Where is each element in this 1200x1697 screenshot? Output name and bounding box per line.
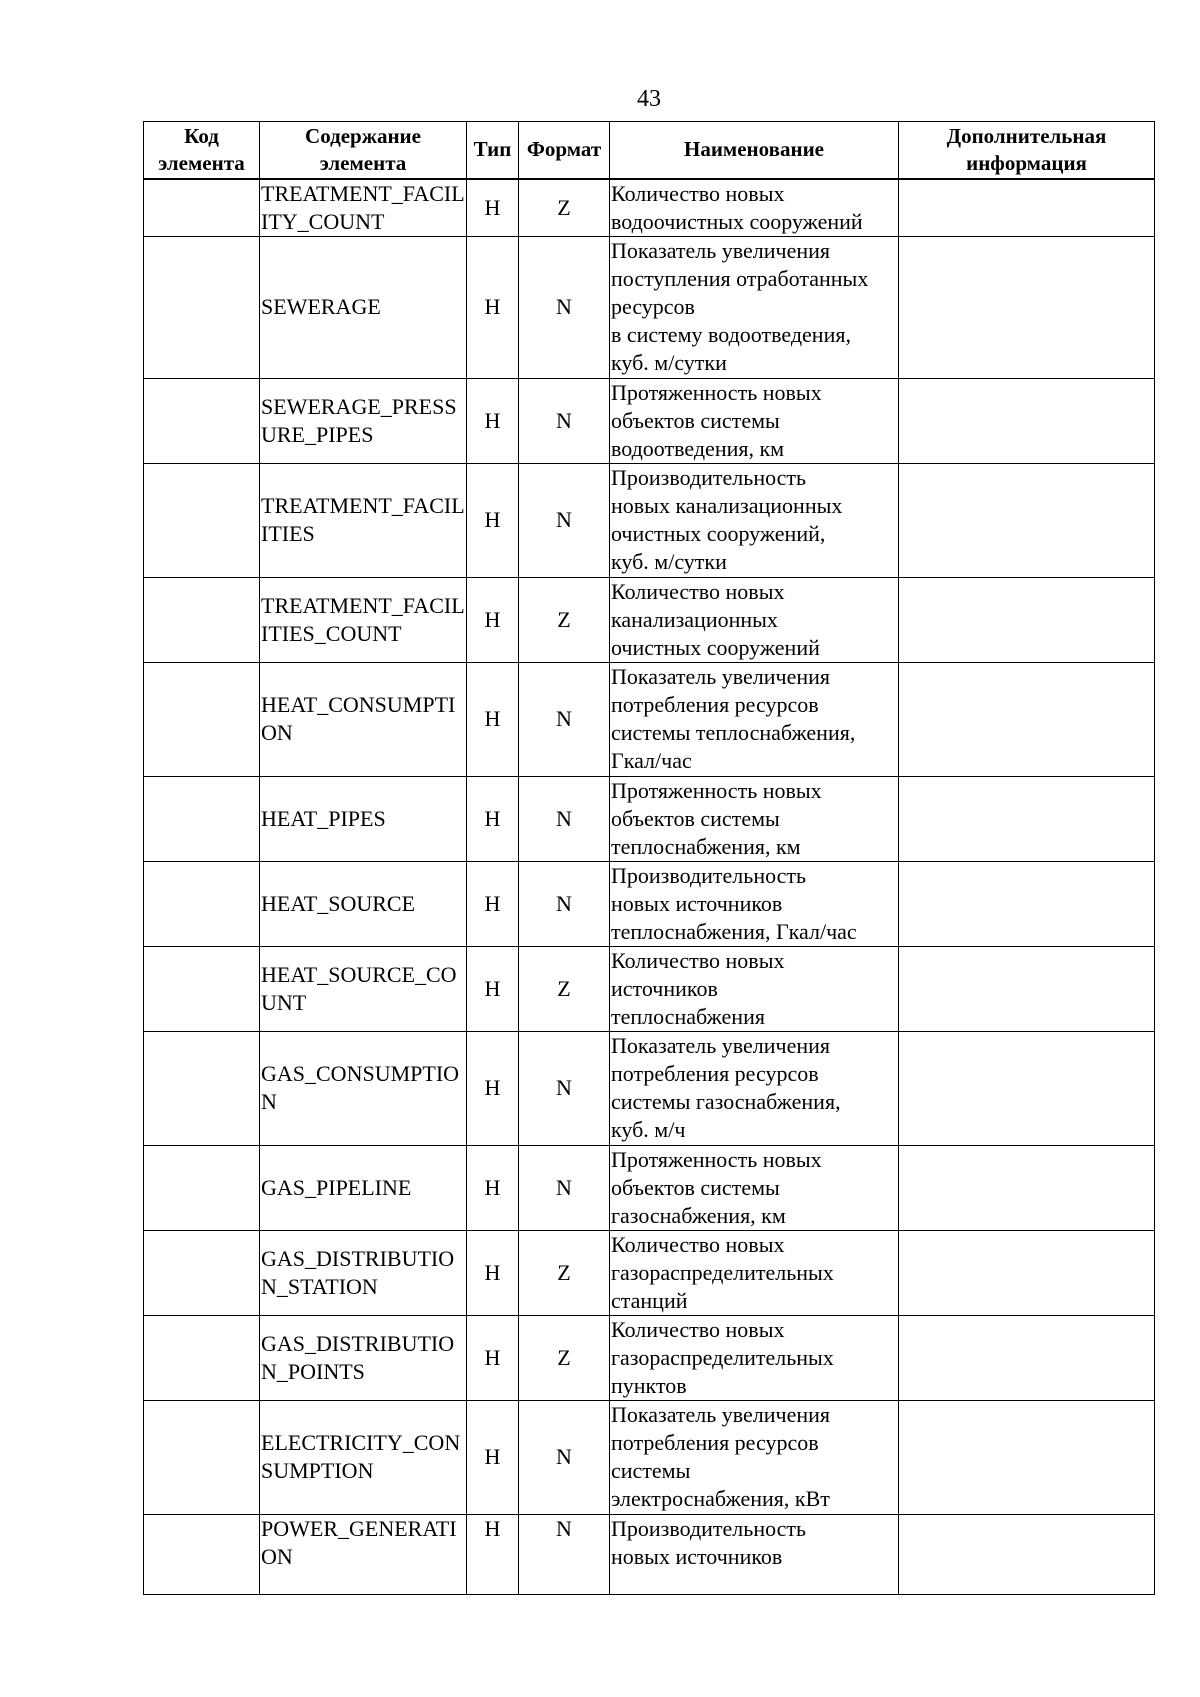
cell-extra <box>899 1145 1155 1230</box>
table-row <box>144 1031 1155 1145</box>
cell-format: N <box>519 662 610 776</box>
table-row <box>144 1400 1155 1514</box>
table-row <box>144 236 1155 378</box>
header-type: Тип <box>467 122 519 179</box>
table-row <box>144 577 1155 662</box>
cell-format: N <box>519 1400 610 1514</box>
cell-name: Показатель увеличения потребления ресурсов системы теплоснабжения, Гкал/час <box>610 662 899 776</box>
cell-type: Н <box>467 1400 519 1514</box>
cell-name: Количество новых водоочистных сооружений <box>610 179 899 237</box>
cell-extra <box>899 463 1155 577</box>
cell-format: N <box>519 1514 610 1594</box>
cell-content: GAS_CONSUMPTION <box>260 1031 467 1145</box>
cell-extra <box>899 776 1155 861</box>
cell-format: N <box>519 776 610 861</box>
table-row <box>144 1315 1155 1400</box>
cell-format: N <box>519 861 610 946</box>
header-content: Содержание элемента <box>260 122 467 179</box>
cell-format: Z <box>519 577 610 662</box>
cell-name: Производительность новых источников <box>610 1514 899 1594</box>
table-row <box>144 378 1155 463</box>
table-row <box>144 946 1155 1031</box>
cell-extra <box>899 1514 1155 1594</box>
cell-code <box>144 577 260 662</box>
cell-extra <box>899 378 1155 463</box>
cell-format: Z <box>519 946 610 1031</box>
cell-content: SEWERAGE <box>260 236 467 378</box>
cell-content: HEAT_PIPES <box>260 776 467 861</box>
cell-extra <box>899 1230 1155 1315</box>
cell-name: Количество новых источников теплоснабжения <box>610 946 899 1031</box>
header-extra: Дополнительная информация <box>899 122 1155 179</box>
cell-extra <box>899 1031 1155 1145</box>
cell-extra <box>899 861 1155 946</box>
cell-format: N <box>519 1145 610 1230</box>
cell-extra <box>899 577 1155 662</box>
cell-type: Н <box>467 1145 519 1230</box>
cell-content: HEAT_CONSUMPTION <box>260 662 467 776</box>
cell-type: Н <box>467 776 519 861</box>
cell-name: Производительность новых канализационных очистных сооружений, куб. м/сутки <box>610 463 899 577</box>
cell-format: N <box>519 236 610 378</box>
cell-content: HEAT_SOURCE <box>260 861 467 946</box>
cell-type: Н <box>467 577 519 662</box>
cell-code <box>144 463 260 577</box>
cell-content: SEWERAGE_PRESSURE_PIPES <box>260 378 467 463</box>
cell-type: Н <box>467 1315 519 1400</box>
cell-code <box>144 946 260 1031</box>
cell-code <box>144 236 260 378</box>
cell-format: Z <box>519 1315 610 1400</box>
cell-name: Количество новых газораспределительных пунктов <box>610 1315 899 1400</box>
cell-name: Показатель увеличения потребления ресурсов системы газоснабжения, куб. м/ч <box>610 1031 899 1145</box>
cell-code <box>144 776 260 861</box>
cell-content: GAS_DISTRIBUTION_STATION <box>260 1230 467 1315</box>
cell-type: Н <box>467 662 519 776</box>
header-name: Наименование <box>610 122 899 179</box>
cell-format: Z <box>519 1230 610 1315</box>
cell-type: Н <box>467 861 519 946</box>
cell-format: N <box>519 463 610 577</box>
cell-content: ELECTRICITY_CONSUMPTION <box>260 1400 467 1514</box>
cell-content: POWER_GENERATION <box>260 1514 467 1594</box>
cell-name: Показатель увеличения потребления ресурсов системы электроснабжения, кВт <box>610 1400 899 1514</box>
cell-extra <box>899 179 1155 237</box>
table-row <box>144 1145 1155 1230</box>
cell-extra <box>899 662 1155 776</box>
cell-code <box>144 662 260 776</box>
cell-name: Протяженность новых объектов системы газоснабжения, км <box>610 1145 899 1230</box>
cell-code <box>144 1400 260 1514</box>
table-row <box>144 1514 1155 1594</box>
cell-type: Н <box>467 236 519 378</box>
cell-content: TREATMENT_FACILITY_COUNT <box>260 179 467 237</box>
cell-name: Показатель увеличения поступления отработанных ресурсов в систему водоотведения, куб. м/сутки <box>610 236 899 378</box>
cell-code <box>144 1145 260 1230</box>
cell-type: Н <box>467 1230 519 1315</box>
table-row <box>144 662 1155 776</box>
header-code: Код элемента <box>144 122 260 179</box>
cell-content: TREATMENT_FACILITIES <box>260 463 467 577</box>
cell-content: GAS_PIPELINE <box>260 1145 467 1230</box>
cell-name: Протяженность новых объектов системы водоотведения, км <box>610 378 899 463</box>
cell-extra <box>899 236 1155 378</box>
cell-type: Н <box>467 946 519 1031</box>
cell-extra <box>899 946 1155 1031</box>
table-row <box>144 861 1155 946</box>
page-number: 43 <box>637 86 661 112</box>
cell-name: Количество новых канализационных очистных сооружений <box>610 577 899 662</box>
cell-extra <box>899 1400 1155 1514</box>
cell-content: TREATMENT_FACILITIES_COUNT <box>260 577 467 662</box>
cell-extra <box>899 1315 1155 1400</box>
header-format: Формат <box>519 122 610 179</box>
cell-format: Z <box>519 179 610 237</box>
table-row <box>144 179 1155 237</box>
cell-type: Н <box>467 1514 519 1594</box>
cell-type: Н <box>467 378 519 463</box>
table-row <box>144 463 1155 577</box>
cell-content: HEAT_SOURCE_COUNT <box>260 946 467 1031</box>
cell-format: N <box>519 1031 610 1145</box>
cell-code <box>144 179 260 237</box>
cell-format: N <box>519 378 610 463</box>
spec-table <box>143 121 1155 1595</box>
cell-code <box>144 1514 260 1594</box>
cell-name: Количество новых газораспределительных станций <box>610 1230 899 1315</box>
table-row <box>144 776 1155 861</box>
cell-code <box>144 861 260 946</box>
cell-code <box>144 378 260 463</box>
cell-type: Н <box>467 463 519 577</box>
cell-name: Производительность новых источников теплоснабжения, Гкал/час <box>610 861 899 946</box>
cell-type: Н <box>467 1031 519 1145</box>
cell-name: Протяженность новых объектов системы теплоснабжения, км <box>610 776 899 861</box>
cell-code <box>144 1031 260 1145</box>
table-row <box>144 1230 1155 1315</box>
cell-code <box>144 1315 260 1400</box>
header-row <box>144 122 1155 179</box>
cell-code <box>144 1230 260 1315</box>
cell-content: GAS_DISTRIBUTION_POINTS <box>260 1315 467 1400</box>
cell-type: Н <box>467 179 519 237</box>
